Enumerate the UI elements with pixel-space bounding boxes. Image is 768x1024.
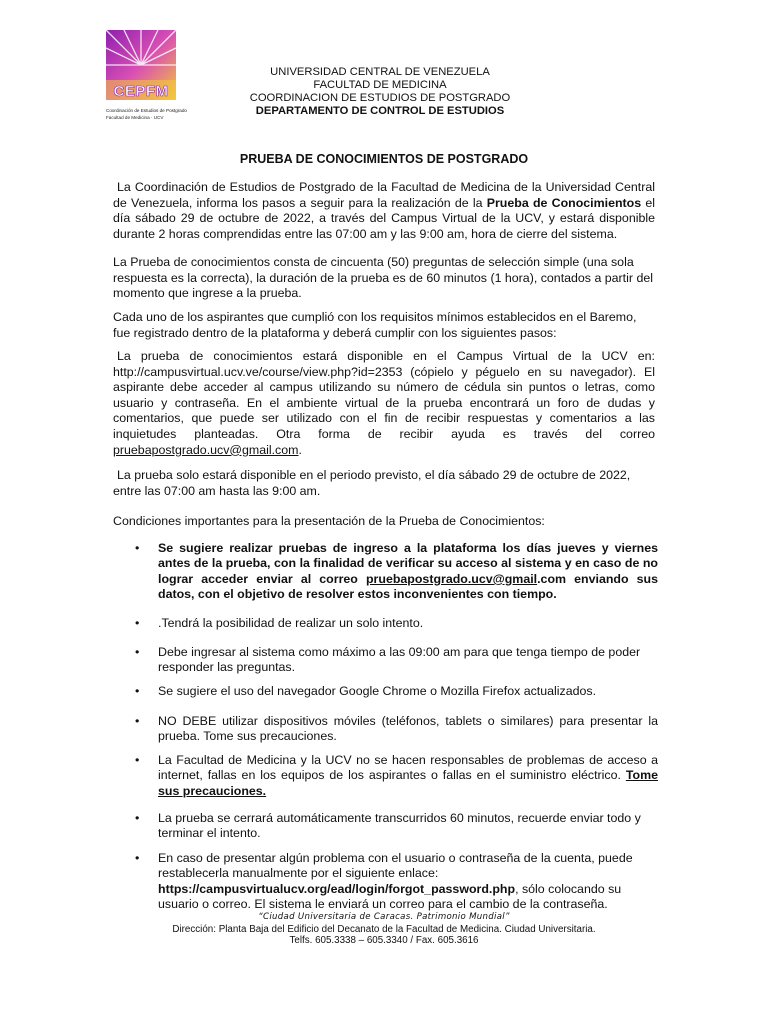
bullet-6-bold-warning: Tome sus precauciones. — [158, 768, 658, 798]
institution-header — [190, 66, 570, 118]
requirements-paragraph: Cada uno de los aspirantes que cumplió con los requisitos mínimos establecidos en el Baremo, fue registrado dentro de la plataforma y deberá cumplir con los siguientes pasos: — [113, 310, 637, 340]
bullet-4-text: Se sugiere el uso del navegador Google Chrome o Mozilla Firefox actualizados. — [158, 684, 597, 698]
campus-access-paragraph — [113, 349, 655, 458]
bullet-8-part-c: , sólo colocando su usuario o correo. El sistema le enviará un correo para el cambio de la contraseña. — [158, 881, 622, 912]
bullet-3-text: Debe ingresar al sistema como máximo a las 09:00 am para que tenga tiempo de poder responder las preguntas. — [158, 645, 641, 675]
intro-paragraph — [113, 180, 655, 242]
bullet-2-marker: • — [135, 616, 140, 630]
header-university: UNIVERSIDAD CENTRAL DE VENEZUELA — [270, 66, 490, 78]
document-title: PRUEBA DE CONOCIMIENTOS DE POSTGRADO — [239, 152, 529, 166]
bullet-1-part-c: .com enviando sus datos, con el objetivo de resolver estos inconvenientes con tiempo. — [158, 571, 659, 602]
support-email-link[interactable]: pruebapostgrado.ucv@gmail.com — [113, 442, 299, 457]
campus-access-end: . — [298, 442, 302, 457]
bullet-6-marker: • — [135, 753, 140, 767]
bullet-8-marker: • — [135, 851, 140, 865]
logo-line1: Coordinación de Estudios de Postgrado — [106, 108, 187, 113]
intro-text: La Coordinación de Estudios de Postgrado de la Facultad de Medicina de la Universidad Central de Venezuela, informa los pasos a seguir para la realización de la — [113, 180, 655, 210]
bullet-7-marker: • — [135, 811, 140, 825]
bullet-6-text — [158, 753, 658, 799]
bullet-1-marker: • — [135, 541, 140, 555]
header-faculty: FACULTAD DE MEDICINA — [313, 79, 447, 91]
bullet-1-email-link[interactable]: pruebapostgrado.ucv@gmail — [365, 571, 538, 586]
bullet-5-marker: • — [135, 714, 140, 728]
logo-graphic — [106, 30, 187, 132]
intro-text-end: el día sábado 29 de octubre de 2022, a través del Campus Virtual de la UCV, y estará disponible durante 2 horas comprendidas entre las 07:00 am y las 9:00 am, hora de cierre del sistema. — [113, 195, 655, 241]
logo-mark: CEPFM — [113, 83, 169, 100]
exam-structure-paragraph: La Prueba de conocimientos consta de cincuenta (50) preguntas de selección simple (una sola respuesta es la correcta), la duración de la prueba es de 60 minutos (1 hora), contados a partir del momento que ingrese a la prueba. — [113, 255, 653, 301]
campus-access-text: La prueba de conocimientos estará disponible en el Campus Virtual de la UCV en: http://campusvirtual.ucv.ve/course/view.php?id=2353 (cópielo y péguelo en su navegador). El aspirante debe acceder al campus utilizando su número de cédula sin puntos o letras, como usuario y contraseña. En el ambiente virtual de la prueba encontrará un foro de dudas y comentarios, que puede ser utilizado con el fin de recibir respuestas y comentarios a las inquietudes planteadas. Otra forma de recibir ayuda es través del correo — [113, 349, 655, 441]
bullet-8-part-a: En caso de presentar algún problema con el usuario o contraseña de la cuenta, puede restablecerla manualmente por el siguiente enlace: — [158, 851, 633, 881]
bullet-7-text: La prueba se cerrará automáticamente transcurridos 60 minutos, recuerde enviar todo y terminar el intento. — [158, 811, 641, 841]
footer-phones: Telfs. 605.3338 – 605.3340 / Fax. 605.3616 — [289, 935, 479, 947]
conditions-heading: Condiciones importantes para la presentación de la Prueba de Conocimientos: — [113, 514, 545, 528]
page-footer — [0, 912, 768, 947]
logo-line2: Facultad de Medicina · UCV — [106, 115, 164, 120]
bullet-5-text: NO DEBE utilizar dispositivos móviles (teléfonos, tablets o similares) para presentar la prueba. Tome sus precauciones. — [158, 714, 658, 744]
bullet-1-part-a: Se sugiere realizar pruebas de ingreso a la plataforma los días jueves y viernes antes de la prueba, con la finalidad de verificar su acceso al sistema y en caso de no lograr acceder enviar al correo — [158, 541, 658, 586]
header-coordination: COORDINACION DE ESTUDIOS DE POSTGRADO — [249, 92, 511, 104]
bullet-3-marker: • — [135, 645, 140, 659]
bullet-6-part-a: La Facultad de Medicina y la UCV no se hacen responsables de problemas de acceso a internet, fallas en los equipos de los aspirantes o fallas en el suministro eléctrico. — [158, 753, 658, 783]
availability-paragraph: La prueba solo estará disponible en el periodo previsto, el día sábado 29 de octubre de 2022, entre las 07:00 am hasta las 9:00 am. — [113, 468, 631, 498]
footer-address: Dirección: Planta Baja del Edificio del Decanato de la Facultad de Medicina. Ciudad Universitaria. — [172, 923, 596, 935]
header-department: DEPARTAMENTO DE CONTROL DE ESTUDIOS — [255, 105, 505, 117]
password-reset-link[interactable]: https://campusvirtualucv.org/ead/login/forgot_password.php — [158, 881, 516, 896]
bullet-1-text — [158, 541, 658, 603]
bullet-2-text: .Tendrá la posibilidad de realizar un solo intento. — [158, 616, 424, 630]
bullet-8-text — [158, 851, 658, 913]
bullet-4-marker: • — [135, 684, 140, 698]
faculty-logo — [106, 30, 187, 132]
footer-motto: “Ciudad Universitaria de Caracas. Patrimonio Mundial” — [258, 912, 510, 922]
intro-bold-exam-name: Prueba de Conocimientos — [486, 195, 642, 210]
